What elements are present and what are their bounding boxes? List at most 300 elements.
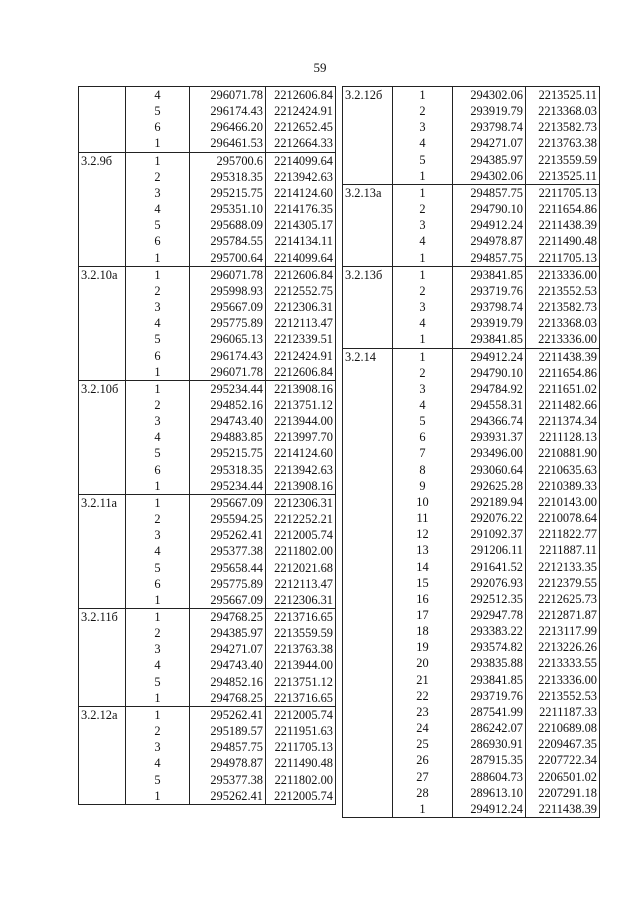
table-row <box>79 641 336 657</box>
x-coordinate-cell: 294978.87 <box>190 755 266 771</box>
y-coordinate-cell: 2213751.12 <box>266 397 336 413</box>
table-row <box>343 184 600 201</box>
section-cell <box>79 576 126 592</box>
x-coordinate-cell: 294743.40 <box>190 413 266 429</box>
section-cell <box>343 720 393 736</box>
point-number-cell: 1 <box>126 494 190 511</box>
section-cell: 3.2.13а <box>343 184 393 201</box>
point-number-cell: 2 <box>126 723 190 739</box>
point-number-cell: 1 <box>126 609 190 626</box>
point-number-cell: 1 <box>393 266 453 283</box>
x-coordinate-cell: 294385.97 <box>190 625 266 641</box>
coordinates-table-right <box>342 86 600 818</box>
x-coordinate-cell: 296174.43 <box>190 103 266 119</box>
y-coordinate-cell: 2212552.75 <box>266 283 336 299</box>
table-row <box>343 688 600 704</box>
section-cell <box>79 543 126 559</box>
y-coordinate-cell: 2213336.00 <box>526 266 600 283</box>
point-number-cell: 1 <box>393 184 453 201</box>
point-number-cell: 27 <box>393 769 453 785</box>
y-coordinate-cell: 2213944.00 <box>266 657 336 673</box>
section-cell <box>79 755 126 771</box>
point-number-cell: 6 <box>126 233 190 249</box>
table-row <box>79 201 336 217</box>
y-coordinate-cell: 2213942.63 <box>266 169 336 185</box>
section-cell <box>343 542 393 558</box>
table-row <box>79 755 336 771</box>
point-number-cell: 1 <box>126 152 190 169</box>
y-coordinate-cell: 2212606.84 <box>266 364 336 381</box>
table-row <box>343 801 600 818</box>
x-coordinate-cell: 295700.6 <box>190 152 266 169</box>
x-coordinate-cell: 287915.35 <box>453 752 526 768</box>
x-coordinate-cell: 292189.94 <box>453 494 526 510</box>
point-number-cell: 4 <box>126 657 190 673</box>
x-coordinate-cell: 295318.35 <box>190 169 266 185</box>
section-cell <box>343 655 393 671</box>
section-cell <box>343 119 393 135</box>
x-coordinate-cell: 295262.41 <box>190 527 266 543</box>
section-cell <box>343 575 393 591</box>
x-coordinate-cell: 295377.38 <box>190 543 266 559</box>
table-row <box>343 87 600 104</box>
section-cell <box>79 217 126 233</box>
table-row <box>79 185 336 201</box>
x-coordinate-cell: 294784.92 <box>453 381 526 397</box>
x-coordinate-cell: 295658.44 <box>190 560 266 576</box>
point-number-cell: 2 <box>126 169 190 185</box>
table-row <box>343 736 600 752</box>
point-number-cell: 2 <box>126 511 190 527</box>
section-cell <box>79 429 126 445</box>
table-row <box>79 103 336 119</box>
point-number-cell: 4 <box>126 201 190 217</box>
x-coordinate-cell: 295262.41 <box>190 788 266 805</box>
x-coordinate-cell: 286242.07 <box>453 720 526 736</box>
section-cell: 3.2.13б <box>343 266 393 283</box>
table-row <box>79 478 336 495</box>
section-cell <box>79 641 126 657</box>
section-cell <box>343 607 393 623</box>
y-coordinate-cell: 2207291.18 <box>526 785 600 801</box>
point-number-cell: 3 <box>126 739 190 755</box>
x-coordinate-cell: 295688.09 <box>190 217 266 233</box>
y-coordinate-cell: 2213716.65 <box>266 690 336 707</box>
y-coordinate-cell: 2214124.60 <box>266 445 336 461</box>
table-row <box>343 769 600 785</box>
x-coordinate-cell: 293841.85 <box>453 331 526 348</box>
point-number-cell: 5 <box>126 331 190 347</box>
y-coordinate-cell: 2213582.73 <box>526 299 600 315</box>
point-number-cell: 14 <box>393 559 453 575</box>
x-coordinate-cell: 293383.22 <box>453 623 526 639</box>
section-cell: 3.2.10б <box>79 380 126 397</box>
x-coordinate-cell: 294883.85 <box>190 429 266 445</box>
point-number-cell: 21 <box>393 672 453 688</box>
table-row <box>79 429 336 445</box>
x-coordinate-cell: 287541.99 <box>453 704 526 720</box>
table-row <box>343 168 600 185</box>
section-cell <box>343 445 393 461</box>
x-coordinate-cell: 295775.89 <box>190 315 266 331</box>
table-row <box>343 462 600 478</box>
x-coordinate-cell: 296174.43 <box>190 348 266 364</box>
section-cell <box>79 250 126 267</box>
y-coordinate-cell: 2211374.34 <box>526 413 600 429</box>
x-coordinate-cell: 294768.25 <box>190 609 266 626</box>
x-coordinate-cell: 295234.44 <box>190 478 266 495</box>
point-number-cell: 3 <box>393 381 453 397</box>
x-coordinate-cell: 296071.78 <box>190 87 266 104</box>
section-cell <box>79 657 126 673</box>
x-coordinate-cell: 293931.37 <box>453 429 526 445</box>
table-row <box>79 283 336 299</box>
table-row <box>79 413 336 429</box>
table-row <box>343 623 600 639</box>
x-coordinate-cell: 294857.75 <box>190 739 266 755</box>
y-coordinate-cell: 2212113.47 <box>266 576 336 592</box>
point-number-cell: 3 <box>126 641 190 657</box>
x-coordinate-cell: 293798.74 <box>453 119 526 135</box>
table-row <box>343 429 600 445</box>
section-cell <box>79 135 126 152</box>
y-coordinate-cell: 2212021.68 <box>266 560 336 576</box>
table-row <box>343 639 600 655</box>
point-number-cell: 2 <box>393 103 453 119</box>
table-row <box>79 169 336 185</box>
section-cell <box>343 283 393 299</box>
x-coordinate-cell: 294912.24 <box>453 217 526 233</box>
y-coordinate-cell: 2211705.13 <box>266 739 336 755</box>
x-coordinate-cell: 291641.52 <box>453 559 526 575</box>
point-number-cell: 5 <box>393 152 453 168</box>
point-number-cell: 1 <box>126 592 190 609</box>
y-coordinate-cell: 2211802.00 <box>266 772 336 788</box>
y-coordinate-cell: 2212424.91 <box>266 348 336 364</box>
point-number-cell: 2 <box>393 283 453 299</box>
y-coordinate-cell: 2211438.39 <box>526 348 600 365</box>
section-cell <box>79 690 126 707</box>
point-number-cell: 1 <box>393 168 453 185</box>
section-cell <box>79 772 126 788</box>
x-coordinate-cell: 294790.10 <box>453 201 526 217</box>
table-row <box>343 250 600 267</box>
x-coordinate-cell: 295377.38 <box>190 772 266 788</box>
point-number-cell: 7 <box>393 445 453 461</box>
point-number-cell: 23 <box>393 704 453 720</box>
x-coordinate-cell: 295215.75 <box>190 445 266 461</box>
y-coordinate-cell: 2211187.33 <box>526 704 600 720</box>
y-coordinate-cell: 2214305.17 <box>266 217 336 233</box>
section-cell <box>343 152 393 168</box>
table-row <box>79 348 336 364</box>
point-number-cell: 5 <box>126 445 190 461</box>
section-cell <box>343 331 393 348</box>
point-number-cell: 20 <box>393 655 453 671</box>
y-coordinate-cell: 2212606.84 <box>266 87 336 104</box>
y-coordinate-cell: 2212652.45 <box>266 119 336 135</box>
section-cell <box>343 365 393 381</box>
point-number-cell: 4 <box>126 429 190 445</box>
y-coordinate-cell: 2213908.16 <box>266 478 336 495</box>
section-cell <box>79 413 126 429</box>
section-cell <box>343 462 393 478</box>
table-row <box>79 674 336 690</box>
table-row <box>343 315 600 331</box>
table-row <box>79 609 336 626</box>
point-number-cell: 24 <box>393 720 453 736</box>
section-cell <box>79 462 126 478</box>
section-cell <box>79 185 126 201</box>
y-coordinate-cell: 2212005.74 <box>266 706 336 723</box>
point-number-cell: 1 <box>126 250 190 267</box>
section-cell <box>343 688 393 704</box>
y-coordinate-cell: 2211887.11 <box>526 542 600 558</box>
table-row <box>79 625 336 641</box>
table-row <box>343 119 600 135</box>
section-cell: 3.2.12б <box>343 87 393 104</box>
x-coordinate-cell: 295351.10 <box>190 201 266 217</box>
point-number-cell: 1 <box>393 87 453 104</box>
x-coordinate-cell: 296466.20 <box>190 119 266 135</box>
table-row <box>343 201 600 217</box>
x-coordinate-cell: 293841.85 <box>453 672 526 688</box>
x-coordinate-cell: 294912.24 <box>453 801 526 818</box>
table-row <box>79 364 336 381</box>
table-row <box>343 575 600 591</box>
section-cell: 3.2.10а <box>79 266 126 283</box>
y-coordinate-cell: 2213944.00 <box>266 413 336 429</box>
point-number-cell: 4 <box>393 135 453 151</box>
table-row <box>79 462 336 478</box>
y-coordinate-cell: 2213763.38 <box>526 135 600 151</box>
point-number-cell: 3 <box>126 527 190 543</box>
y-coordinate-cell: 2212113.47 <box>266 315 336 331</box>
point-number-cell: 4 <box>126 315 190 331</box>
y-coordinate-cell: 2213117.99 <box>526 623 600 639</box>
x-coordinate-cell: 291092.37 <box>453 526 526 542</box>
point-number-cell: 6 <box>126 348 190 364</box>
x-coordinate-cell: 294271.07 <box>190 641 266 657</box>
y-coordinate-cell: 2211651.02 <box>526 381 600 397</box>
y-coordinate-cell: 2212005.74 <box>266 527 336 543</box>
x-coordinate-cell: 286930.91 <box>453 736 526 752</box>
section-cell <box>343 201 393 217</box>
section-cell <box>343 299 393 315</box>
table-row <box>79 560 336 576</box>
point-number-cell: 1 <box>126 135 190 152</box>
point-number-cell: 2 <box>126 625 190 641</box>
y-coordinate-cell: 2213226.26 <box>526 639 600 655</box>
y-coordinate-cell: 2210635.63 <box>526 462 600 478</box>
point-number-cell: 1 <box>126 364 190 381</box>
point-number-cell: 5 <box>393 413 453 429</box>
y-coordinate-cell: 2211951.63 <box>266 723 336 739</box>
y-coordinate-cell: 2211490.48 <box>266 755 336 771</box>
x-coordinate-cell: 295667.09 <box>190 592 266 609</box>
x-coordinate-cell: 294558.31 <box>453 397 526 413</box>
point-number-cell: 6 <box>126 119 190 135</box>
x-coordinate-cell: 296461.53 <box>190 135 266 152</box>
section-cell <box>343 478 393 494</box>
y-coordinate-cell: 2213368.03 <box>526 315 600 331</box>
y-coordinate-cell: 2212606.84 <box>266 266 336 283</box>
table-row <box>79 739 336 755</box>
table-row <box>79 233 336 249</box>
y-coordinate-cell: 2212664.33 <box>266 135 336 152</box>
y-coordinate-cell: 2206501.02 <box>526 769 600 785</box>
section-cell <box>343 413 393 429</box>
x-coordinate-cell: 295318.35 <box>190 462 266 478</box>
section-cell <box>79 739 126 755</box>
point-number-cell: 3 <box>126 185 190 201</box>
y-coordinate-cell: 2212379.55 <box>526 575 600 591</box>
y-coordinate-cell: 2213559.59 <box>526 152 600 168</box>
x-coordinate-cell: 288604.73 <box>453 769 526 785</box>
table-row <box>79 217 336 233</box>
x-coordinate-cell: 293835.88 <box>453 655 526 671</box>
point-number-cell: 2 <box>393 201 453 217</box>
section-cell <box>79 445 126 461</box>
y-coordinate-cell: 2210143.00 <box>526 494 600 510</box>
point-number-cell: 1 <box>126 690 190 707</box>
point-number-cell: 5 <box>126 772 190 788</box>
point-number-cell: 3 <box>126 413 190 429</box>
y-coordinate-cell: 2207722.34 <box>526 752 600 768</box>
section-cell <box>79 625 126 641</box>
point-number-cell: 3 <box>393 299 453 315</box>
section-cell: 3.2.12а <box>79 706 126 723</box>
y-coordinate-cell: 2213525.11 <box>526 87 600 104</box>
section-cell <box>79 299 126 315</box>
section-cell <box>343 233 393 249</box>
point-number-cell: 1 <box>126 706 190 723</box>
x-coordinate-cell: 295775.89 <box>190 576 266 592</box>
y-coordinate-cell: 2212339.51 <box>266 331 336 347</box>
section-cell <box>343 591 393 607</box>
y-coordinate-cell: 2212625.73 <box>526 591 600 607</box>
table-row <box>343 331 600 348</box>
table-row <box>79 723 336 739</box>
table-row <box>79 397 336 413</box>
section-cell <box>343 250 393 267</box>
x-coordinate-cell: 294302.06 <box>453 87 526 104</box>
y-coordinate-cell: 2212306.31 <box>266 299 336 315</box>
section-cell <box>343 381 393 397</box>
point-number-cell: 25 <box>393 736 453 752</box>
y-coordinate-cell: 2212306.31 <box>266 592 336 609</box>
point-number-cell: 8 <box>393 462 453 478</box>
x-coordinate-cell: 296071.78 <box>190 266 266 283</box>
x-coordinate-cell: 294366.74 <box>453 413 526 429</box>
point-number-cell: 12 <box>393 526 453 542</box>
section-cell <box>343 801 393 818</box>
x-coordinate-cell: 293496.00 <box>453 445 526 461</box>
section-cell <box>79 283 126 299</box>
point-number-cell: 3 <box>126 299 190 315</box>
table-row <box>343 152 600 168</box>
y-coordinate-cell: 2211482.66 <box>526 397 600 413</box>
section-cell <box>343 672 393 688</box>
x-coordinate-cell: 289613.10 <box>453 785 526 801</box>
point-number-cell: 9 <box>393 478 453 494</box>
x-coordinate-cell: 292076.22 <box>453 510 526 526</box>
point-number-cell: 1 <box>393 348 453 365</box>
table-row <box>343 559 600 575</box>
table-row <box>79 788 336 805</box>
x-coordinate-cell: 293841.85 <box>453 266 526 283</box>
table-row <box>343 591 600 607</box>
y-coordinate-cell: 2211705.13 <box>526 250 600 267</box>
point-number-cell: 4 <box>126 543 190 559</box>
table-row <box>343 526 600 542</box>
table-row <box>343 672 600 688</box>
table-row <box>79 250 336 267</box>
section-cell <box>79 674 126 690</box>
point-number-cell: 4 <box>393 315 453 331</box>
point-number-cell: 1 <box>126 380 190 397</box>
point-number-cell: 6 <box>126 576 190 592</box>
point-number-cell: 5 <box>126 103 190 119</box>
table-row <box>79 527 336 543</box>
point-number-cell: 5 <box>126 560 190 576</box>
table-row <box>79 706 336 723</box>
point-number-cell: 10 <box>393 494 453 510</box>
section-cell <box>79 364 126 381</box>
table-row <box>343 135 600 151</box>
y-coordinate-cell: 2212133.35 <box>526 559 600 575</box>
table-row <box>79 543 336 559</box>
y-coordinate-cell: 2211705.13 <box>526 184 600 201</box>
point-number-cell: 1 <box>126 788 190 805</box>
section-cell <box>79 511 126 527</box>
x-coordinate-cell: 294912.24 <box>453 348 526 365</box>
point-number-cell: 2 <box>126 397 190 413</box>
section-cell <box>79 201 126 217</box>
section-cell <box>343 217 393 233</box>
y-coordinate-cell: 2213368.03 <box>526 103 600 119</box>
y-coordinate-cell: 2210881.90 <box>526 445 600 461</box>
point-number-cell: 4 <box>393 397 453 413</box>
table-row <box>79 690 336 707</box>
table-row <box>343 494 600 510</box>
x-coordinate-cell: 294768.25 <box>190 690 266 707</box>
x-coordinate-cell: 294852.16 <box>190 397 266 413</box>
point-number-cell: 17 <box>393 607 453 623</box>
y-coordinate-cell: 2214099.64 <box>266 152 336 169</box>
x-coordinate-cell: 294978.87 <box>453 233 526 249</box>
y-coordinate-cell: 2213552.53 <box>526 688 600 704</box>
y-coordinate-cell: 2213333.55 <box>526 655 600 671</box>
point-number-cell: 26 <box>393 752 453 768</box>
point-number-cell: 19 <box>393 639 453 655</box>
x-coordinate-cell: 292512.35 <box>453 591 526 607</box>
section-cell <box>79 348 126 364</box>
table-row <box>79 299 336 315</box>
section-cell <box>79 119 126 135</box>
x-coordinate-cell: 294857.75 <box>453 250 526 267</box>
x-coordinate-cell: 293060.64 <box>453 462 526 478</box>
section-cell <box>343 639 393 655</box>
y-coordinate-cell: 2213559.59 <box>266 625 336 641</box>
table-row <box>343 704 600 720</box>
section-cell <box>343 559 393 575</box>
point-number-cell: 1 <box>126 266 190 283</box>
table-row <box>343 413 600 429</box>
table-row <box>79 772 336 788</box>
table-row <box>79 331 336 347</box>
x-coordinate-cell: 295594.25 <box>190 511 266 527</box>
